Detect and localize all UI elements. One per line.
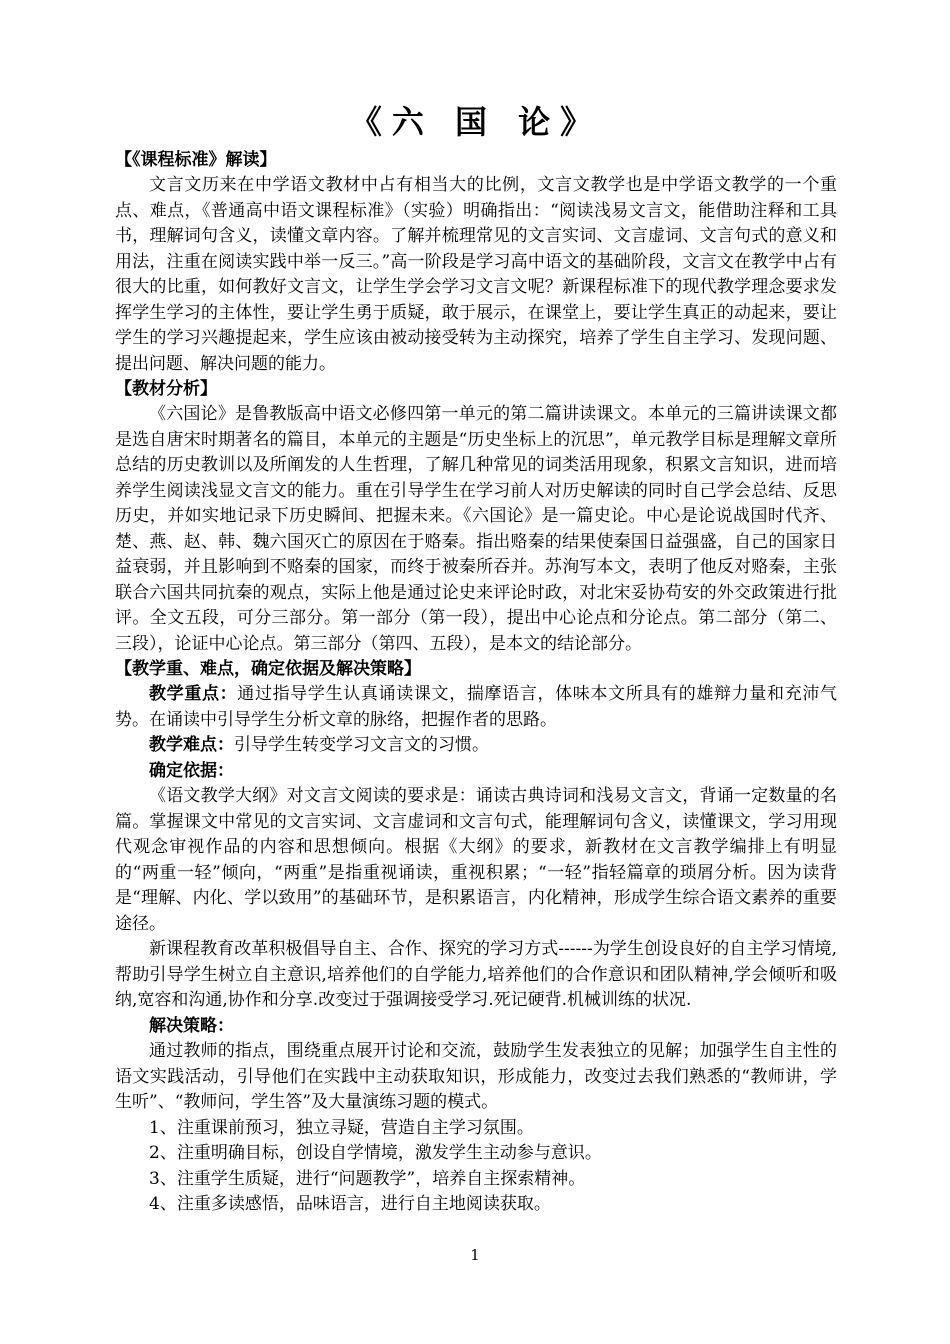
page-number: 1: [470, 1246, 480, 1264]
basis-label: 确定依据：: [149, 760, 234, 781]
document-title: 《六 国 论》: [349, 103, 603, 141]
strategy-item: 1、注重课前预习，独立寻疑，营造自主学习氛围。: [149, 1117, 534, 1138]
key-point-paragraph: [115, 682, 837, 733]
basis-paragraph: 《语文教学大纲》对文言文阅读的要求是：诵读古典诗词和浅易文言文，背诵一定数量的名篇。掌握课文中常见的文言实词、文言虚词和文言句式，能理解词句含义，读懂课文，学习用现代观念审视作品的内容和思想倾向。根据《大纲》的要求，新教材在文言教学编排上有明显的“两重一轻”倾向，“两重”是指重视诵读，重视积累；“一轻”指轻篇章的琐屑分析。因为读背是“理解、内化、学以致用”的基础环节，是积累语言，内化精神，形成学生综合语文素养的重要途径。: [115, 786, 837, 934]
key-point-text: 通过指导学生认真诵读课文，揣摩语言，体味本文所具有的雄辩力量和充沛气势。在诵读中引导学生分析文章的脉络，把握作者的思路。: [115, 684, 838, 730]
section-heading-teaching-focus: 【教学重、难点，确定依据及解决策略】: [115, 659, 421, 679]
document-page: [115, 98, 837, 1218]
strategy-label: 解决策略：: [149, 1015, 234, 1036]
strategy-item: 4、注重多读感悟，品味语言，进行自主地阅读获取。: [149, 1194, 551, 1214]
basis-paragraph: 新课程教育改革积极倡导自主、合作、探究的学习方式------为学生创设良好的自主学习情境,帮助引导学生树立自主意识,培养他们的自学能力,培养他们的合作意识和团队精神,学会倾听和吸纳,宽容和沟通,协作和分享.改变过于强调接受学习.死记硬背.机械训练的状况.: [115, 939, 837, 1010]
strategy-item: 3、注重学生质疑，进行“问题教学”，培养自主探索精神。: [149, 1168, 586, 1189]
strategy-paragraph: 通过教师的指点，围绕重点展开讨论和交流，鼓励学生发表独立的见解；加强学生自主性的语文实践活动，引导他们在实践中主动获取知识，形成能力，改变过去我们熟悉的“教师讲，学生听”、“教师问，学生答”及大量演练习题的模式。: [115, 1041, 837, 1112]
difficulty-text: 引导学生转变学习文言文的习惯。: [234, 735, 489, 755]
strategy-item: 2、注重明确目标，创设自学情境，激发学生主动参与意识。: [149, 1143, 602, 1163]
section-teaching-focus: [115, 657, 837, 1218]
strategy-label-paragraph: [115, 1014, 837, 1040]
paragraph-textbook-analysis: 《六国论》是鲁教版高中语文必修四第一单元的第二篇讲读课文。本单元的三篇讲读课文都是选自唐宋时期著名的篇目，本单元的主题是“历史坐标上的沉思”，单元教学目标是理解文章所总结的历史教训以及所阐发的人生哲理，了解几种常见的词类活用现象，积累文言知识，进而培养学生阅读浅显文言文的能力。重在引导学生在学习前人对历史解读的同时自己学会总结、反思历史，并如实地记录下历史瞬间、把握未来。《六国论》是一篇史论。中心是论说战国时代齐、楚、燕、赵、韩、魏六国灭亡的原因在于赂秦。指出赂秦的结果使秦国日益强盛，自己的国家日益衰弱，并且影响到不赂秦的国家，而终于被秦所吞并。苏洵写本文，表明了他反对赂秦，主张联合六国共同抗秦的观点，实际上他是通过论史来评论时政，对北宋妥协苟安的外交政策进行批评。全文五段，可分三部分。第一部分（第一段），提出中心论点和分论点。第二部分（第二、三段），论证中心论点。第三部分（第四、五段），是本文的结论部分。: [115, 404, 837, 654]
basis-label-paragraph: [115, 759, 837, 785]
difficulty-label: 教学难点：: [149, 735, 234, 755]
section-textbook-analysis: [115, 377, 837, 657]
section-heading-curriculum-standard: 【《课程标准》解读】: [115, 150, 277, 170]
section-curriculum-standard: [115, 148, 837, 377]
section-heading-textbook-analysis: 【教材分析】: [115, 379, 217, 399]
paragraph-curriculum-standard: 文言文历来在中学语文教材中占有相当大的比例，文言文教学也是中学语文教学的一个重点、难点，《普通高中语文课程标准》（实验）明确指出：“阅读浅易文言文，能借助注释和工具书，理解词句含义，读懂文章内容。了解并梳理常见的文言实词、文言虚词、文言句式的意义和用法，注重在阅读实践中举一反三。”高一阶段是学习高中语文的基础阶段，文言文在教学中占有很大的比重，如何教好文言文，让学生学会学习文言文呢？新课程标准下的现代教学理念要求发挥学生学习的主体性，要让学生勇于质疑，敢于展示，在课堂上，要让学生真正的动起来，要让学生的学习兴趣提起来，学生应该由被动接受转为主动探究，培养了学生自主学习、发现问题、提出问题、解决问题的能力。: [115, 175, 837, 374]
key-point-label: 教学重点：: [149, 684, 238, 704]
difficulty-paragraph: [115, 733, 837, 759]
